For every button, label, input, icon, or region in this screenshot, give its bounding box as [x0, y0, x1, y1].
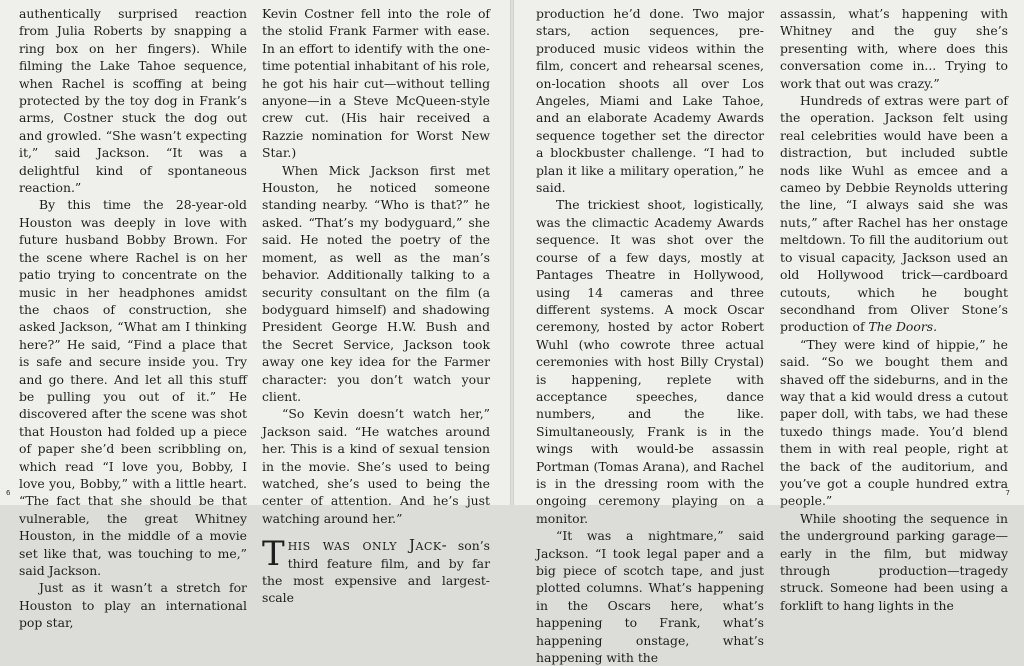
- left-column-1: [19, 5, 247, 632]
- paragraph: “So Kevin doesn’t watch her,” Jackson said. “He watches around her. This is a kind of sexual tension in the movie. She’s used to being watched, she’s used to being the center of attention. And he’s just watching around her.”: [262, 406, 490, 526]
- paragraph: Just as it wasn’t a stretch for Houston to play an international pop star,: [19, 580, 247, 631]
- film-title: The Doors.: [868, 319, 938, 335]
- lead-in: his was only Jack-: [287, 536, 448, 555]
- left-column-2: [262, 5, 490, 607]
- paragraph: “It was a nightmare,” said Jackson. “I took legal paper and a big piece of scotch tape, and just plotted columns. What’s happening in the Oscars here, what’s happening to Frank, what’s happening onstage, what’s happening with the: [536, 528, 764, 666]
- left-page: [0, 0, 510, 631]
- paragraph: The trickiest shoot, logistically, was the climactic Academy Awards sequence. It was shot over the course of a few days, mostly at Pantages Theatre in Hollywood, using 14 cameras and three different systems. A mock Oscar ceremony, hosted by actor Robert Wuhl (who cowrote three actual ceremonies with host Billy Crystal) is happening, replete with acceptance speeches, dance numbers, and the like. Simultaneously, Frank is in the wings with would-be assassin Portman (Tomas Arana), and Rachel is in the dressing room with the ongoing ceremony playing on a monitor.: [536, 197, 764, 526]
- paragraph: By this time the 28-year-old Houston was deeply in love with future husband Bobby Brown. For the scene where Rachel is on her patio trying to concentrate on the music in her headphones amidst the chaos of construction, she asked Jackson, “What am I thinking here?” He said, “Find a place that is safe and secure inside you. Try and go there. And let all this stuff be pulling you out of it.” He discovered after the scene was shot that Houston had folded up a piece of paper she’d been scribbling on, which read “I love you, Bobby, I love you, Bobby,” with a little heart. “The fact that she should be that vulnerable, the great Whitney Houston, in the middle of a movie set like that, was touching to me,” said Jackson.: [19, 197, 247, 578]
- drop-cap: T: [262, 534, 285, 575]
- paragraph: “They were kind of hippie,” he said. “So we bought them and shaved off the sideburns, and in the way that a kid would dress a cutout paper doll, with tabs, we had these tuxedo things made. You’d blend them in with real people, right at the back of the auditorium, and you’ve got a couple hundred extra people.”: [780, 336, 1008, 509]
- paragraph: When Mick Jackson first met Houston, he noticed someone standing nearby. “Who is that?” he asked. “That’s my bodyguard,” she said. He noted the poetry of the moment, as well as the man’s behavior. Additionally talking to a security consultant on the film (a bodyguard himself) and shadowing President George H.W. Bush and the Secret Service, Jackson took away one key idea for the Farmer character: you don’t watch your client.: [262, 162, 490, 404]
- right-page: [514, 0, 1024, 666]
- paragraph: Kevin Costner fell into the role of the stolid Frank Farmer with ease. In an effort to identify with the one-time potential inhabitant of his role, he got his hair cut—without telling anyone—in a Steve McQueen-style crew cut. (His hair received a Razzie nomination for Worst New Star.): [262, 6, 490, 161]
- paragraph-text: Hundreds of extras were part of the operation. Jackson felt using real celebrities would have been a distraction, but included subtle nods like Wuhl as emcee and a cameo by Debbie Reynolds uttering the line, “I always said she was nuts,” after Rachel has her onstage meltdown. To fill the auditorium out to visual capacity, Jackson used an old Hollywood trick—cardboard cutouts, which he bought secondhand from Oliver Stone’s production of: [780, 93, 1008, 335]
- page-number: 6: [6, 489, 11, 497]
- paragraph: authentically surprised reaction from Julia Roberts by snapping a ring box on her fingers). While filming the Lake Tahoe sequence, when Rachel is scoffing at being protected by the toy dog in Frank’s arms, Costner stuck the dog out and growled. “She wasn’t expecting it,” said Jackson. “It was a delightful kind of spontaneous reaction.”: [19, 6, 247, 196]
- right-column-1: [536, 5, 764, 666]
- paragraph: [780, 92, 1008, 336]
- paragraph: production he’d done. Two major stars, action sequences, pre-produced music videos within the film, concert and rehearsal scenes, on-location shoots all over Los Angeles, Miami and Lake Tahoe, and an elaborate Academy Awards sequence together set the director a blockbuster challenge. “I had to plan it like a military operation,” he said.: [536, 6, 764, 196]
- section-opening: [262, 534, 490, 607]
- lead-rest: son’s third feature film, and by far the most expensive and largest-scale: [262, 538, 490, 606]
- paragraph: assassin, what’s happening with Whitney and the guy she’s presenting with, where does this conversation come in... Trying to work that out was crazy.”: [780, 6, 1008, 91]
- page-number: 7: [1005, 489, 1010, 497]
- paragraph: While shooting the sequence in the underground parking garage—early in the film, but midway through production—tragedy struck. Someone had been using a forklift to hang lights in the: [780, 510, 1008, 613]
- right-column-2: [780, 5, 1008, 614]
